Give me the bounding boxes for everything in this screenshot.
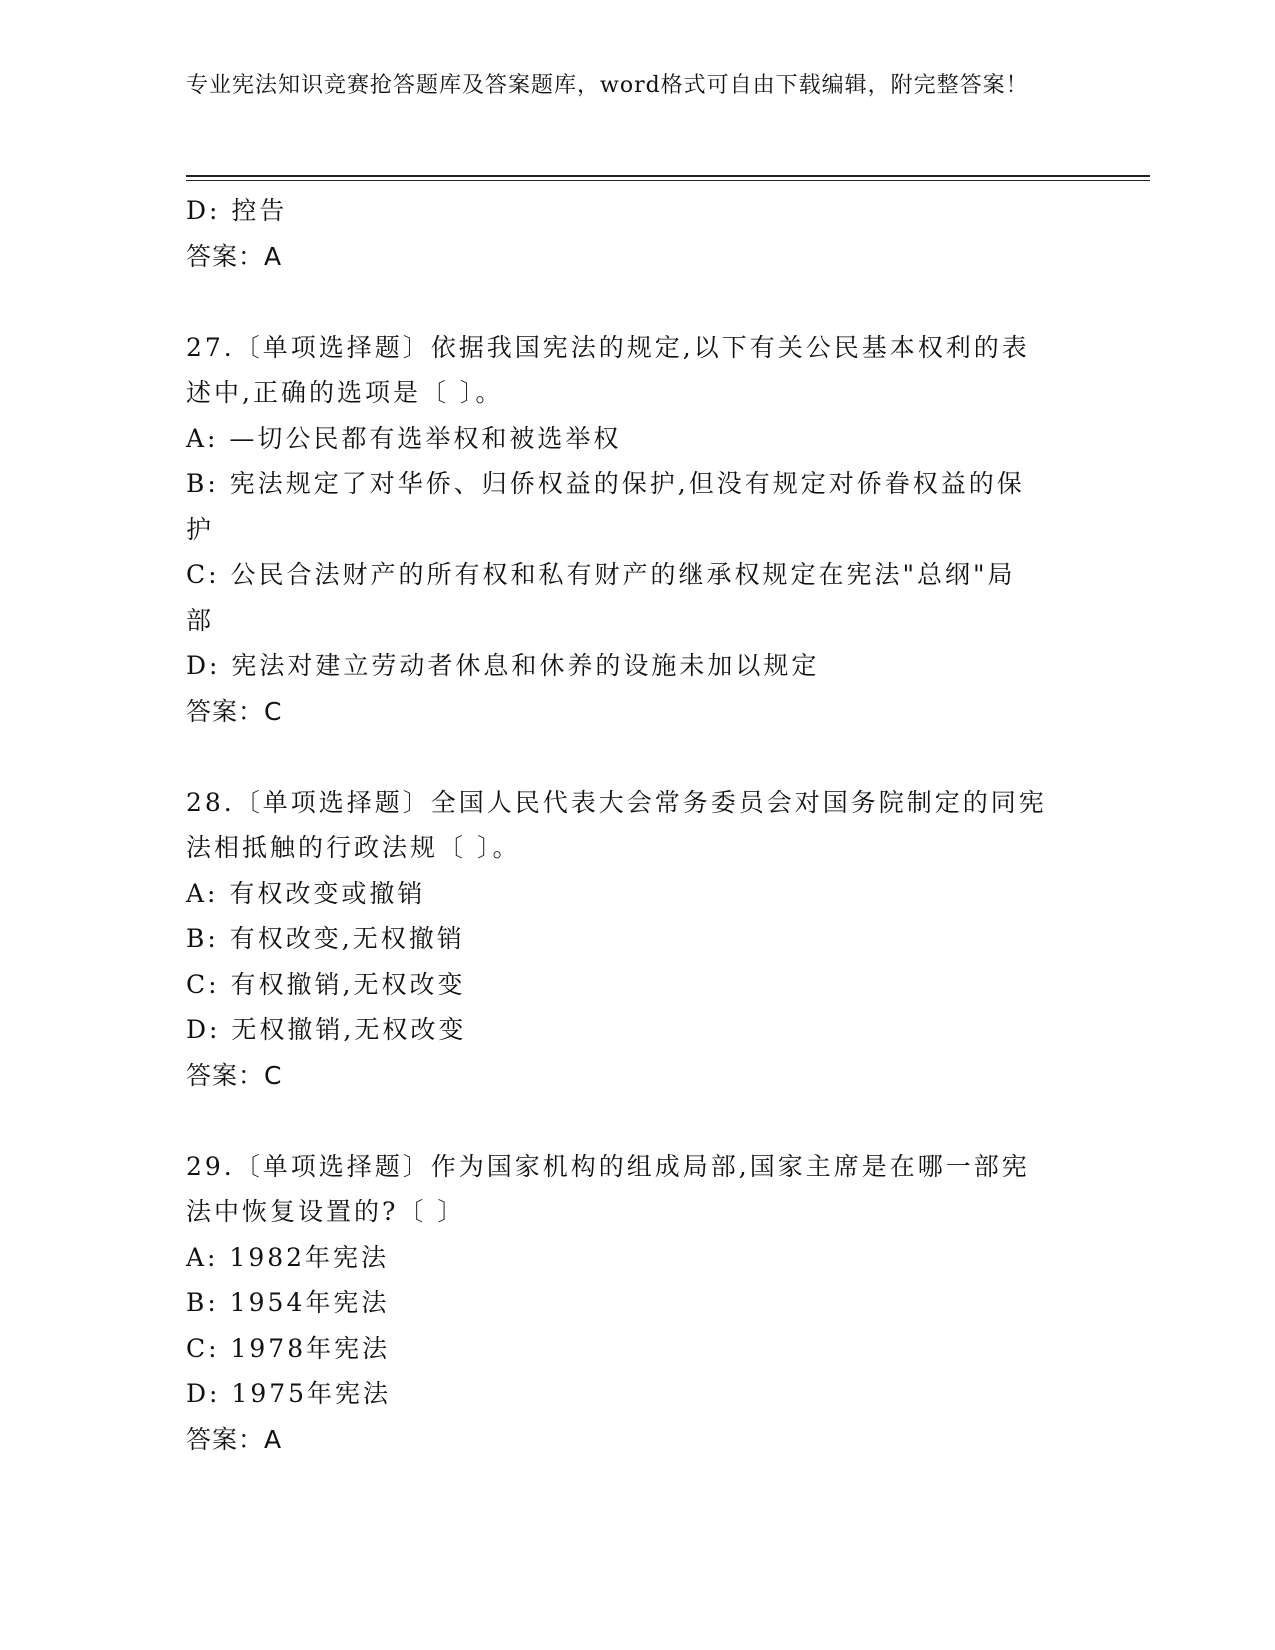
spacer bbox=[186, 1098, 1086, 1144]
q27-option-c-line2: 部 bbox=[186, 605, 215, 635]
q27-option-b-line1: B: 宪法规定了对华侨、归侨权益的保护,但没有规定对侨眷权益的保 bbox=[186, 469, 1025, 498]
q29-option-d: D: 1975年宪法 bbox=[186, 1379, 392, 1408]
q29-stem-line1: 29.〔单项选择题〕作为国家机构的组成局部,国家主席是在哪一部宪 bbox=[186, 1151, 1030, 1181]
q28-option-d: D: 无权撤销,无权改变 bbox=[186, 1015, 467, 1044]
prev-option-d: D: 控告 bbox=[186, 196, 288, 225]
q29-answer: 答案：A bbox=[186, 1424, 283, 1454]
q27-option-a: A: —切公民都有选举权和被选举权 bbox=[186, 423, 622, 453]
q27-option-c-line1: C: 公民合法财产的所有权和私有财产的继承权规定在宪法"总纲"局 bbox=[186, 560, 1016, 589]
q28-option-b: B: 有权改变,无权撤销 bbox=[186, 924, 465, 953]
q28-option-c: C: 有权撤销,无权改变 bbox=[186, 969, 466, 999]
q27-stem-line1: 27.〔单项选择题〕依据我国宪法的规定,以下有关公民基本权利的表 bbox=[186, 332, 1030, 362]
q29-option-a: A: 1982年宪法 bbox=[186, 1242, 390, 1272]
q29-stem-line2: 法中恢复设置的?〔 〕 bbox=[186, 1197, 466, 1226]
spacer bbox=[186, 279, 1086, 325]
q28-option-a: A: 有权改变或撤销 bbox=[186, 878, 426, 908]
prev-answer: 答案：A bbox=[186, 241, 283, 271]
q27-option-b-line2: 护 bbox=[186, 514, 215, 544]
q28-stem-line2: 法相抵触的行政法规〔 〕。 bbox=[186, 833, 521, 862]
header-rule-thick bbox=[186, 175, 1150, 177]
header-rule-thin bbox=[186, 180, 1150, 181]
spacer bbox=[186, 734, 1086, 780]
q29-option-b: B: 1954年宪法 bbox=[186, 1288, 390, 1317]
q28-stem-line1: 28.〔单项选择题〕全国人民代表大会常务委员会对国务院制定的同宪 bbox=[186, 787, 1047, 817]
q27-stem-line2: 述中,正确的选项是〔 〕。 bbox=[186, 378, 504, 407]
q29-option-c: C: 1978年宪法 bbox=[186, 1333, 391, 1363]
q27-option-d: D: 宪法对建立劳动者休息和休养的设施未加以规定 bbox=[186, 651, 820, 680]
document-header: 专业宪法知识竞赛抢答题库及答案题库，word格式可自由下载编辑，附完整答案！ bbox=[186, 73, 1029, 98]
question-content bbox=[186, 188, 1086, 1462]
q27-answer: 答案：C bbox=[186, 696, 283, 726]
q28-answer: 答案：C bbox=[186, 1060, 283, 1090]
